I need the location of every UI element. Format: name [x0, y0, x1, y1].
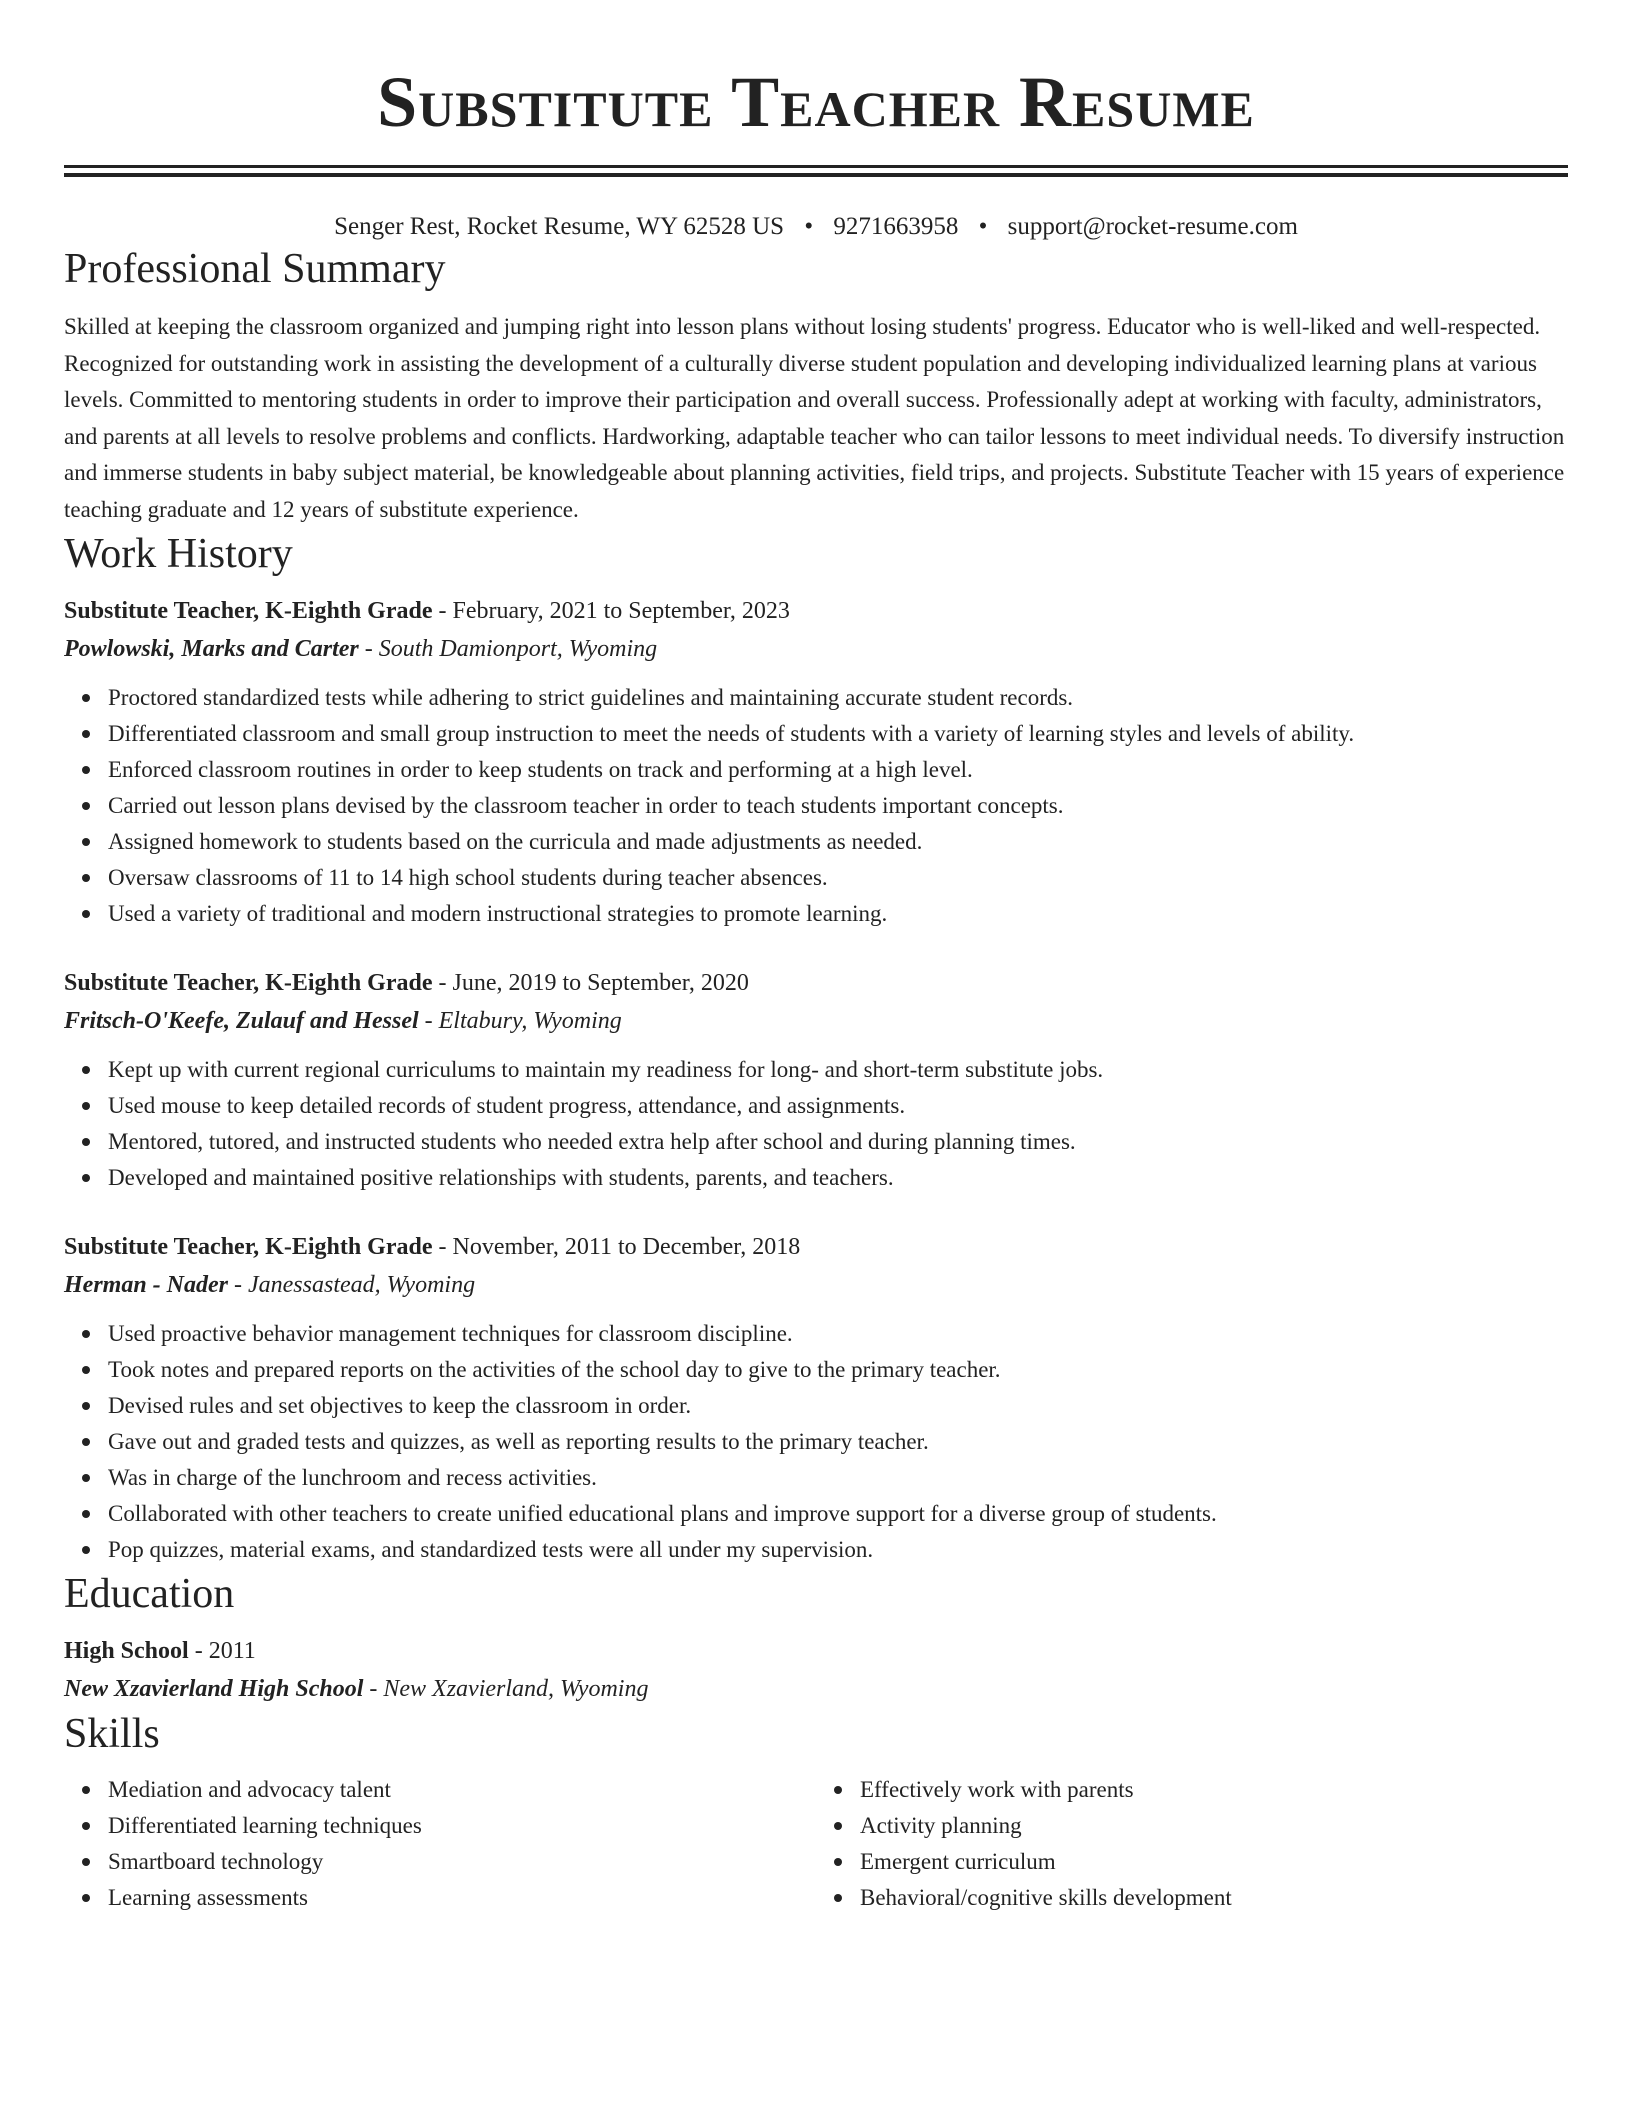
job-title: Substitute Teacher, K-Eighth Grade — [64, 598, 433, 624]
degree-name: High School — [64, 1638, 189, 1664]
list-item: Oversaw classrooms of 11 to 14 high school students during teacher absences. — [108, 860, 1568, 896]
list-item: Differentiated classroom and small group instruction to meet the needs of students with a variety of learning styles and levels of ability. — [108, 716, 1568, 752]
list-item: Mentored, tutored, and instructed students who needed extra help after school and during planning times. — [108, 1124, 1568, 1160]
summary-text: Skilled at keeping the classroom organized and jumping right into lesson plans without losing students' progress. Educator who is well-liked and well-respected. Recognized for outstanding work in assisting the development of a culturally diverse student population and developing individualized learning plans at various levels. Committed to mentoring students in order to improve their participation and overall success. Professionally adept at working with faculty, administrators, and parents at all levels to resolve problems and conflicts. Hardworking, adaptable teacher who can tailor lessons to meet individual needs. To diversify instruction and immerse students in baby subject material, be knowledgeable about planning activities, field trips, and projects. Substitute Teacher with 15 years of experience teaching graduate and 12 years of substitute experience. — [64, 314, 1565, 522]
job-entry — [64, 592, 1568, 932]
list-item: Used a variety of traditional and modern instructional strategies to promote learning. — [108, 896, 1568, 932]
job-duties-list — [64, 1052, 1568, 1196]
employer-line — [64, 1266, 1568, 1304]
school-location: - New Xzavierland, Wyoming — [363, 1676, 649, 1702]
job-entry — [64, 964, 1568, 1196]
education-entry — [64, 1632, 1568, 1708]
job-title-line — [64, 592, 1568, 630]
list-item: Proctored standardized tests while adhering to strict guidelines and maintaining accurate student records. — [108, 680, 1568, 716]
employer-location: - South Damionport, Wyoming — [358, 636, 658, 662]
list-item: Kept up with current regional curriculums to maintain my readiness for long- and short-term substitute jobs. — [108, 1052, 1568, 1088]
education-heading: Education — [64, 1571, 235, 1617]
summary-heading: Professional Summary — [64, 246, 446, 292]
job-title: Substitute Teacher, K-Eighth Grade — [64, 1234, 433, 1260]
list-item: Activity planning — [860, 1808, 1568, 1844]
list-item: Gave out and graded tests and quizzes, as well as reporting results to the primary teacher. — [108, 1424, 1568, 1460]
list-item: Enforced classroom routines in order to keep students on track and performing at a high level. — [108, 752, 1568, 788]
list-item: Was in charge of the lunchroom and recess activities. — [108, 1460, 1568, 1496]
school-name: New Xzavierland High School — [64, 1676, 364, 1702]
list-item: Learning assessments — [108, 1880, 816, 1916]
employer-line — [64, 1002, 1568, 1040]
contact-separator: • — [978, 213, 988, 240]
title-divider — [64, 165, 1568, 177]
list-item: Took notes and prepared reports on the activities of the school day to give to the primary teacher. — [108, 1352, 1568, 1388]
school-line — [64, 1670, 1568, 1708]
list-item: Behavioral/cognitive skills development — [860, 1880, 1568, 1916]
list-item: Smartboard technology — [108, 1844, 816, 1880]
degree-line — [64, 1632, 1568, 1670]
skills-list-right — [816, 1772, 1568, 1916]
job-entry — [64, 1228, 1568, 1568]
employer-name: Powlowski, Marks and Carter — [64, 636, 359, 662]
list-item: Emergent curriculum — [860, 1844, 1568, 1880]
skills-list-left — [64, 1772, 816, 1916]
job-dates: - June, 2019 to September, 2020 — [432, 970, 749, 996]
list-item: Assigned homework to students based on the curricula and made adjustments as needed. — [108, 824, 1568, 860]
contact-email[interactable]: support@rocket-resume.com — [1007, 213, 1298, 240]
list-item: Collaborated with other teachers to create unified educational plans and improve support for a diverse group of students. — [108, 1496, 1568, 1532]
job-dates: - November, 2011 to December, 2018 — [432, 1234, 801, 1260]
job-title-line — [64, 964, 1568, 1002]
employer-name: Fritsch-O'Keefe, Zulauf and Hessel — [64, 1008, 419, 1034]
contact-phone[interactable]: 9271663958 — [833, 213, 959, 240]
skills-columns — [64, 1772, 1568, 1916]
list-item: Used mouse to keep detailed records of student progress, attendance, and assignments. — [108, 1088, 1568, 1124]
list-item: Mediation and advocacy talent — [108, 1772, 816, 1808]
job-dates: - February, 2021 to September, 2023 — [432, 598, 790, 624]
list-item: Used proactive behavior management techniques for classroom discipline. — [108, 1316, 1568, 1352]
list-item: Differentiated learning techniques — [108, 1808, 816, 1844]
graduation-year: - 2011 — [188, 1638, 256, 1664]
employer-location: - Janessastead, Wyoming — [228, 1272, 476, 1298]
job-duties-list — [64, 680, 1568, 932]
list-item: Effectively work with parents — [860, 1772, 1568, 1808]
job-duties-list — [64, 1316, 1568, 1568]
list-item: Devised rules and set objectives to keep the classroom in order. — [108, 1388, 1568, 1424]
skills-heading: Skills — [64, 1711, 160, 1757]
contact-address: Senger Rest, Rocket Resume, WY 62528 US — [334, 213, 785, 240]
employer-location: - Eltabury, Wyoming — [418, 1008, 622, 1034]
employer-name: Herman - Nader — [64, 1272, 228, 1298]
list-item: Pop quizzes, material exams, and standardized tests were all under my supervision. — [108, 1532, 1568, 1568]
list-item: Developed and maintained positive relationships with students, parents, and teachers. — [108, 1160, 1568, 1196]
contact-separator: • — [804, 213, 814, 240]
list-item: Carried out lesson plans devised by the classroom teacher in order to teach students important concepts. — [108, 788, 1568, 824]
employer-line — [64, 630, 1568, 668]
work-history-heading: Work History — [64, 531, 293, 577]
resume-title: Substitute Teacher Resume — [377, 62, 1255, 142]
contact-line — [64, 211, 1568, 243]
job-title-line — [64, 1228, 1568, 1266]
job-title: Substitute Teacher, K-Eighth Grade — [64, 970, 433, 996]
